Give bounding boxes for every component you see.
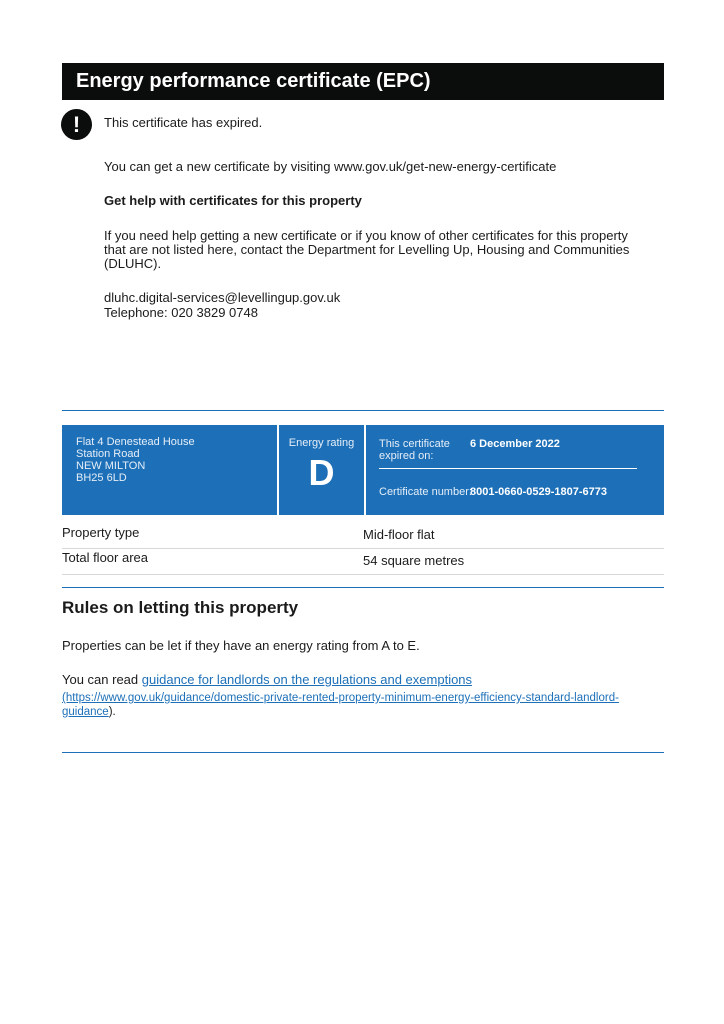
expired-notice: This certificate has expired. xyxy=(104,115,263,130)
guidance-suffix: ). xyxy=(108,706,116,718)
certificate-panel xyxy=(366,425,664,515)
certificate-number: 8001-0660-0529-1807-6773 xyxy=(470,486,608,498)
property-type-value: Mid-floor flat xyxy=(363,527,435,542)
exclamation-warning-icon: ! xyxy=(61,109,92,140)
floor-area-value: 54 square metres xyxy=(363,553,465,568)
divider xyxy=(62,752,664,753)
divider xyxy=(62,587,664,588)
address-panel xyxy=(62,425,277,515)
expired-on-label: expired on: xyxy=(379,450,434,462)
rules-text: Properties can be let if they have an energy rating from A to E. xyxy=(62,638,420,653)
rules-heading: Rules on letting this property xyxy=(62,598,299,617)
new-certificate-text: You can get a new certificate by visiting www.gov.uk/get-new-energy-certificate xyxy=(104,159,557,174)
guidance-link[interactable]: guidance for landlords on the regulations and exemptions xyxy=(141,672,473,687)
panel-divider xyxy=(379,468,637,469)
guidance-url[interactable]: (https://www.gov.uk/guidance/domestic-private-rented-property-minimum-energy-efficiency-standard-landlord- xyxy=(62,692,619,704)
help-text-line-2: that are not listed here, contact the Department for Levelling Up, Housing and Communities xyxy=(104,242,630,257)
guidance-prefix: You can read xyxy=(62,672,142,687)
help-text-line-1: If you need help getting a new certificate or if you know of other certificates for this property xyxy=(104,228,628,243)
expired-on-label: This certificate xyxy=(379,438,450,450)
guidance-url-line xyxy=(62,705,116,719)
row-divider xyxy=(62,574,664,575)
divider xyxy=(62,410,664,411)
certificate-number-label: Certificate number: xyxy=(379,486,472,498)
address-line: BH25 6LD xyxy=(76,472,127,484)
expiry-date: 6 December 2022 xyxy=(470,438,560,450)
contact-email: dluhc.digital-services@levellingup.gov.uk xyxy=(104,290,341,305)
help-text-line-3: (DLUHC). xyxy=(104,256,162,271)
address-line: NEW MILTON xyxy=(76,460,146,472)
energy-rating-label: Energy rating xyxy=(288,437,355,449)
page-title: Energy performance certificate (EPC) xyxy=(62,63,664,100)
guidance-url[interactable]: guidance xyxy=(62,706,109,718)
help-heading: Get help with certificates for this property xyxy=(104,193,362,208)
energy-rating-panel xyxy=(279,425,364,515)
guidance-line xyxy=(62,673,472,687)
floor-area-label: Total floor area xyxy=(62,550,148,565)
address-line: Flat 4 Denestead House xyxy=(76,436,195,448)
energy-rating-value: D xyxy=(308,452,335,493)
address-line: Station Road xyxy=(76,448,140,460)
guidance-url-line xyxy=(62,691,619,705)
row-divider xyxy=(62,548,664,549)
property-type-label: Property type xyxy=(62,525,140,540)
contact-telephone: Telephone: 020 3829 0748 xyxy=(104,305,258,320)
